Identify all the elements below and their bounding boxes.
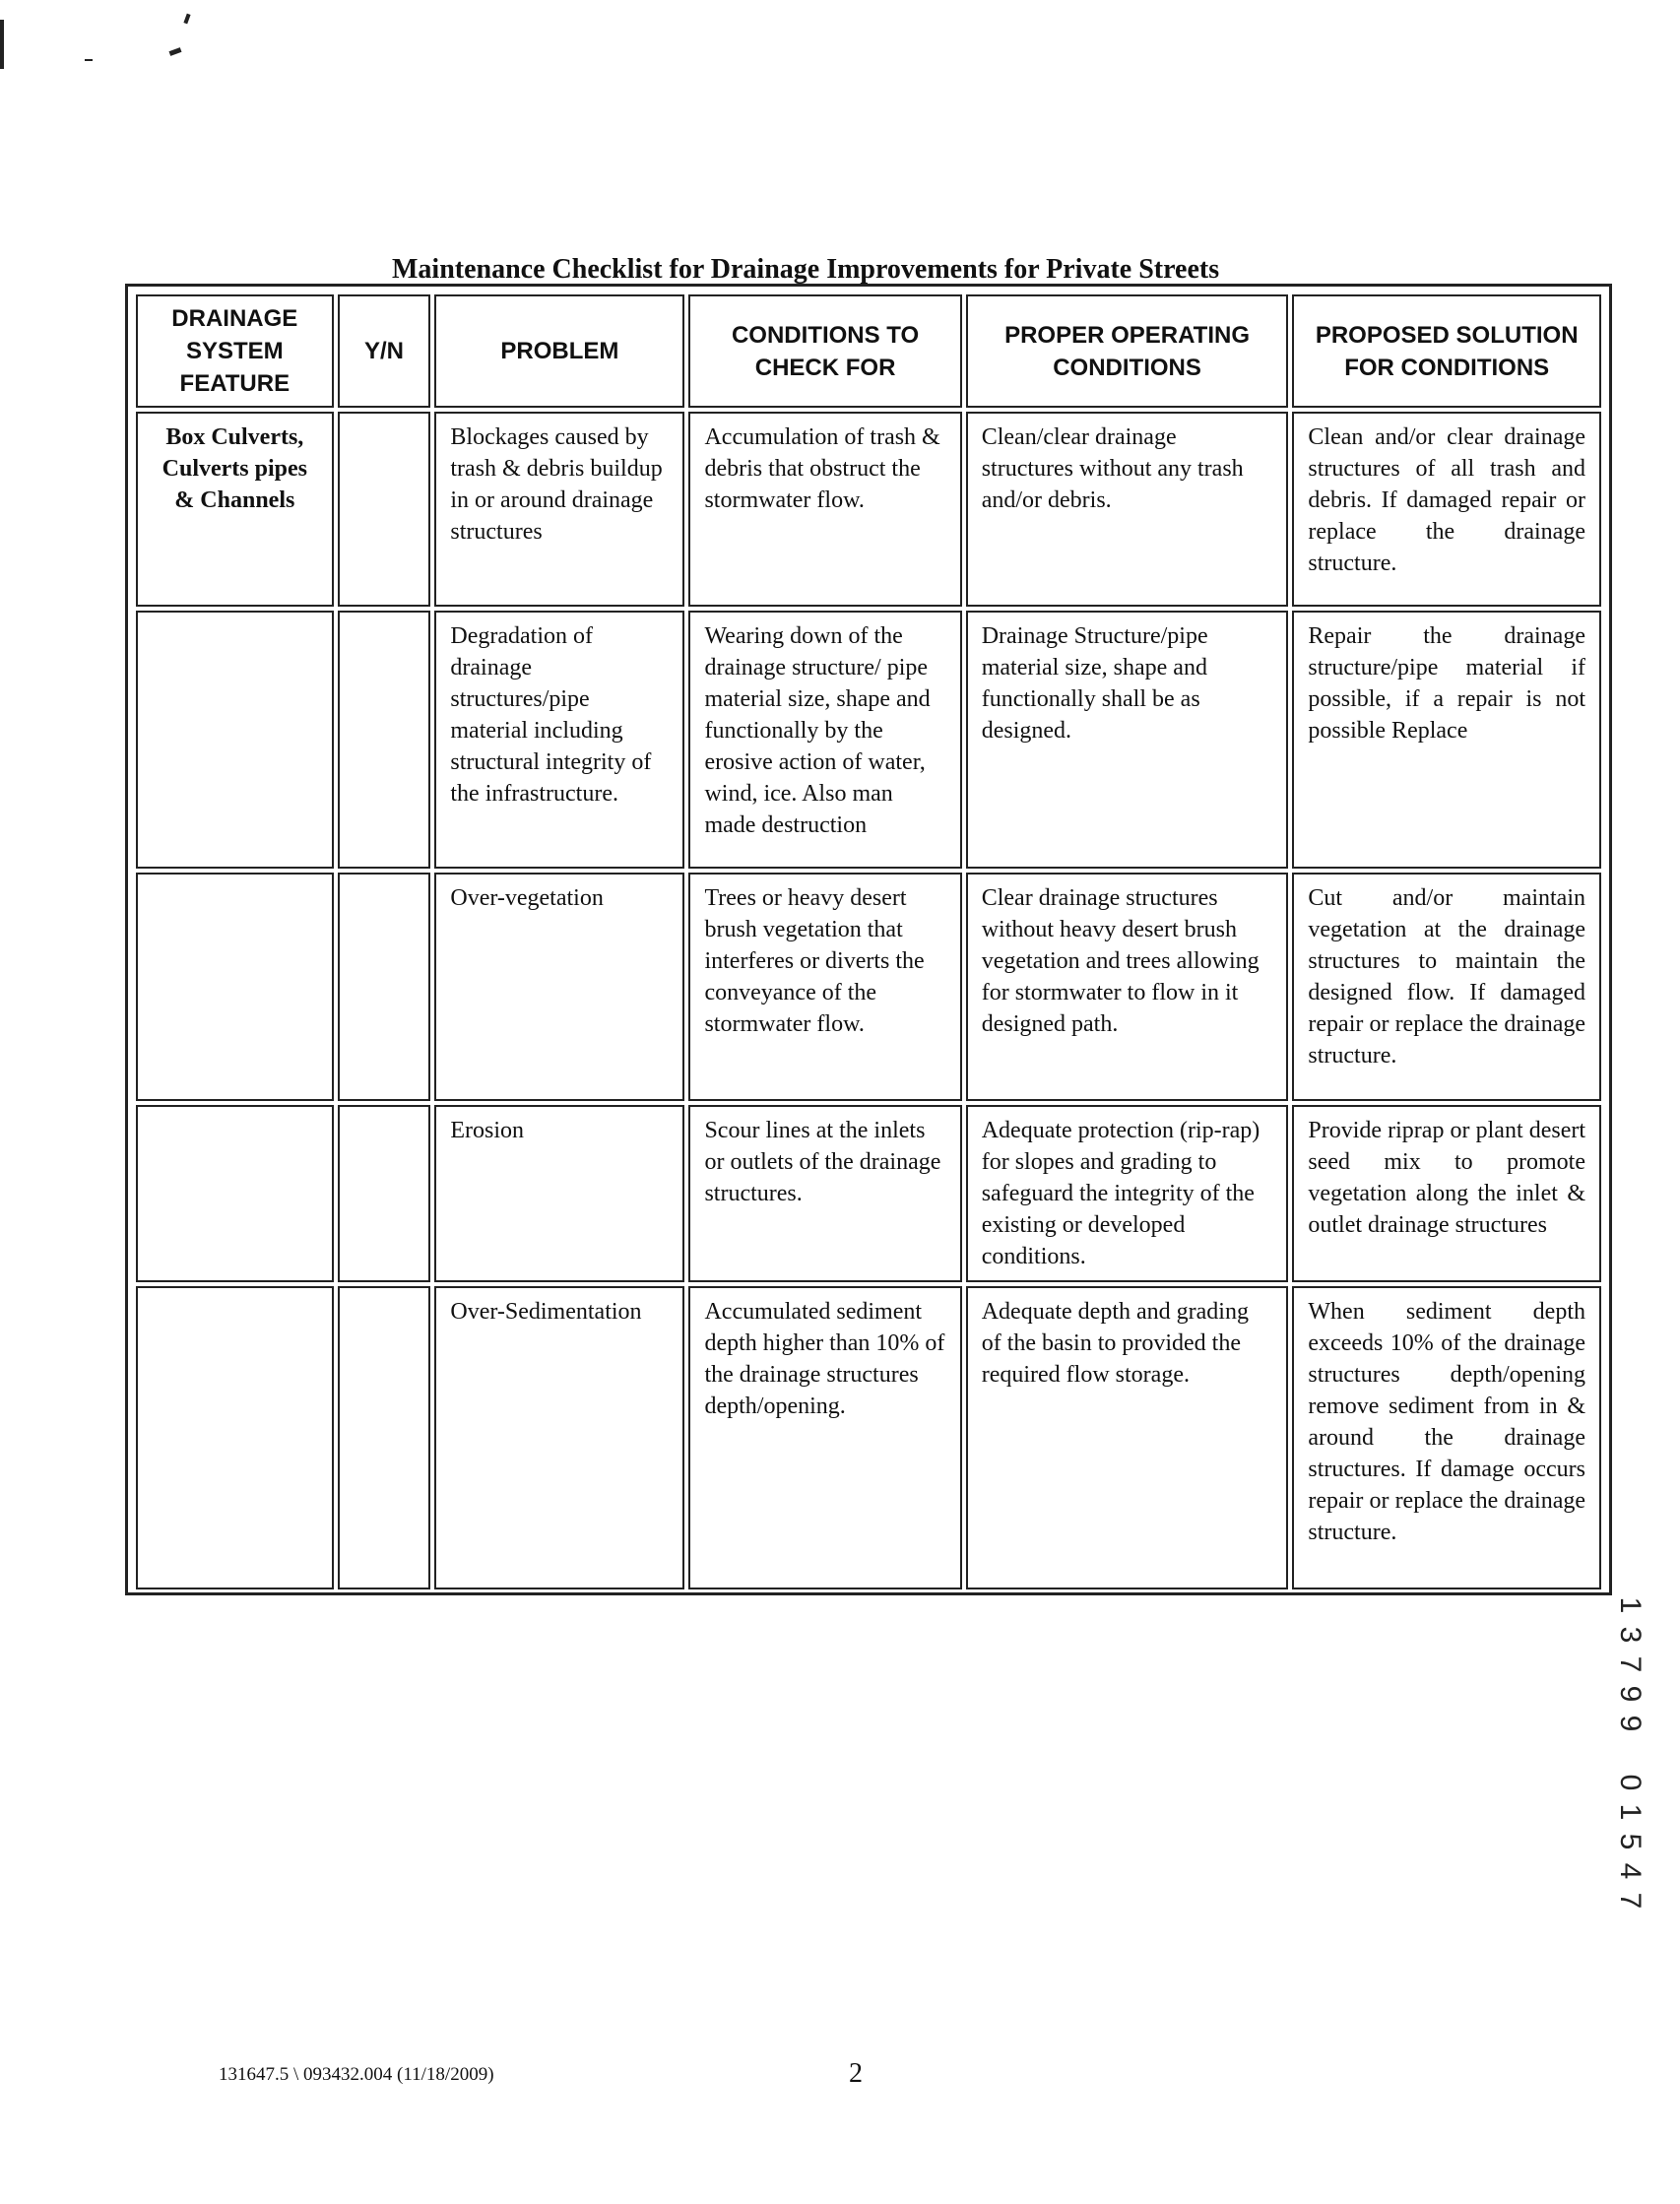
scan-speck — [85, 59, 93, 61]
problem-cell: Over-Sedimentation — [434, 1286, 684, 1589]
header-yn: Y/N — [338, 294, 431, 408]
feature-cell — [136, 1286, 334, 1589]
side-code-digit: 0 — [1614, 1774, 1647, 1791]
header-conditions: CONDITIONS TO CHECK FOR — [688, 294, 961, 408]
yn-cell[interactable] — [338, 611, 431, 869]
conditions-cell: Scour lines at the inlets or outlets of the drainage structures. — [688, 1105, 961, 1282]
table-row — [136, 611, 1601, 869]
conditions-cell: Accumulated sediment depth higher than 10% of the drainage structures depth/opening. — [688, 1286, 961, 1589]
feature-cell — [136, 873, 334, 1101]
proper-cell: Adequate depth and grading of the basin to provided the required flow storage. — [966, 1286, 1289, 1589]
side-code-digit: 9 — [1614, 1685, 1647, 1703]
problem-cell: Over-vegetation — [434, 873, 684, 1101]
conditions-cell: Accumulation of trash & debris that obstruct the stormwater flow. — [688, 412, 961, 607]
header-solution: PROPOSED SOLUTION FOR CONDITIONS — [1292, 294, 1601, 408]
solution-cell: Clean and/or clear drainage structures of all trash and debris. If damaged repair or replace the drainage structure. — [1292, 412, 1601, 607]
conditions-cell: Trees or heavy desert brush vegetation that interferes or diverts the conveyance of the stormwater flow. — [688, 873, 961, 1101]
side-code-digit: 9 — [1614, 1715, 1647, 1732]
page-number: 2 — [849, 2058, 863, 2089]
solution-cell: Cut and/or maintain vegetation at the drainage structures to maintain the designed flow. If damaged repair or replace the drainage structure. — [1292, 873, 1601, 1101]
side-code-digit: 1 — [1614, 1596, 1647, 1614]
problem-cell: Degradation of drainage structures/pipe material including structural integrity of the infrastructure. — [434, 611, 684, 869]
problem-cell: Erosion — [434, 1105, 684, 1282]
side-document-code — [1615, 1590, 1645, 1915]
proper-cell: Adequate protection (rip-rap) for slopes and grading to safeguard the integrity of the existing or developed conditions. — [966, 1105, 1289, 1282]
table-row — [136, 1105, 1601, 1282]
yn-cell[interactable] — [338, 873, 431, 1101]
feature-cell — [136, 611, 334, 869]
proper-cell: Drainage Structure/pipe material size, shape and functionally shall be as designed. — [966, 611, 1289, 869]
feature-cell: Box Culverts, Culverts pipes & Channels — [136, 412, 334, 607]
footer-document-reference: 131647.5 \ 093432.004 (11/18/2009) — [219, 2064, 494, 2085]
scan-speck — [0, 20, 4, 69]
solution-cell: Provide riprap or plant desert seed mix to promote vegetation along the inlet & outlet drainage structures — [1292, 1105, 1601, 1282]
table-row — [136, 873, 1601, 1101]
scan-speck — [183, 14, 190, 25]
side-code-digit: 1 — [1614, 1803, 1647, 1821]
header-proper: PROPER OPERATING CONDITIONS — [966, 294, 1289, 408]
yn-cell[interactable] — [338, 1105, 431, 1282]
side-code-digit: 7 — [1614, 1892, 1647, 1910]
side-code-digit: 7 — [1614, 1655, 1647, 1673]
header-row — [136, 294, 1601, 408]
feature-cell — [136, 1105, 334, 1282]
maintenance-checklist-table — [132, 291, 1605, 1593]
yn-cell[interactable] — [338, 412, 431, 607]
scan-speck — [169, 47, 182, 56]
proper-cell: Clean/clear drainage structures without any trash and/or debris. — [966, 412, 1289, 607]
document-title: Maintenance Checklist for Drainage Improvements for Private Streets — [392, 254, 1220, 285]
solution-cell: Repair the drainage structure/pipe material if possible, if a repair is not possible Replace — [1292, 611, 1601, 869]
solution-cell: When sediment depth exceeds 10% of the drainage structures depth/opening remove sediment from in & around the drainage structures. If damage occurs repair or replace the drainage structure. — [1292, 1286, 1601, 1589]
side-code-digit: 3 — [1614, 1626, 1647, 1644]
checklist-table-frame — [125, 284, 1612, 1595]
table-row — [136, 412, 1601, 607]
side-code-digit: 4 — [1614, 1862, 1647, 1880]
header-feature: DRAINAGE SYSTEM FEATURE — [136, 294, 334, 408]
proper-cell: Clear drainage structures without heavy desert brush vegetation and trees allowing for stormwater to flow in it designed path. — [966, 873, 1289, 1101]
header-problem: PROBLEM — [434, 294, 684, 408]
side-code-digit: 5 — [1614, 1833, 1647, 1850]
table-row — [136, 1286, 1601, 1589]
problem-cell: Blockages caused by trash & debris buildup in or around drainage structures — [434, 412, 684, 607]
yn-cell[interactable] — [338, 1286, 431, 1589]
conditions-cell: Wearing down of the drainage structure/ pipe material size, shape and functionally by the erosive action of water, wind, ice. Also man made destruction — [688, 611, 961, 869]
